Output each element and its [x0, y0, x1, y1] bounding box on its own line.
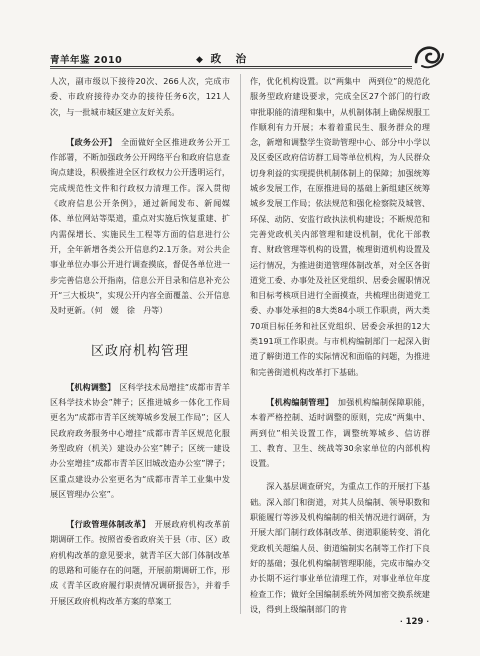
- paragraph: 人次，副市级以下接待20次、266人次，完成市委、市政府接待办交办的接待任务6次，121人次，与一批城市城区建立友好关系。: [50, 76, 230, 117]
- section-name: 政 治: [210, 53, 249, 65]
- swirl-logo-icon: [412, 40, 446, 70]
- diamond-icon: ·: [400, 618, 403, 626]
- section-heading: 区政府机构管理: [90, 344, 189, 360]
- page-number: · 129 ·: [400, 617, 430, 627]
- diamond-icon: ◆: [196, 55, 205, 65]
- entry-text: 开展政府机构改革前期调研工作。按照省委省政府关于县（市、区）政府机构改革的意见要求，就青羊区大部门体制改革的思路和可能存在的问题，开展前期调研工作，形成《青羊区政府履行职责情况调研报告》，并着手开展区政府机构改革方案的草案工: [50, 519, 230, 606]
- diamond-icon: ·: [426, 618, 430, 626]
- header-rule: [50, 66, 412, 67]
- paragraph: 深入基层调查研究，为重点工作的开展打下基础。深入部门和街道，对其人员编制、领导职数和职能履行等涉及机构编制的相关情况进行调研，为开展大部门制行政体制改革、街道职能转变、消化党政机关超编人员、街道编制实名制等工作打下良好的基础；强化机构编制管理职能，完成市编办交办长期不运行事业单位清理工作，对事业单位年度检查工作；做好全国编制系统外网加密交换系统建设，得到上级编制部门的肯: [250, 481, 430, 614]
- header-rule-thin: [50, 68, 412, 69]
- entry-tag: 【行政管理体制改革】: [66, 519, 147, 530]
- entry-text: 加强机构编制保障职能，本着严格控制、适时调整的原则，完成“两集中、两到位”相关设置工作，调整统筹城乡、信访群工、教育、卫生、统战等30余家单位的内部机构设置。: [250, 396, 430, 469]
- entry-tag: 【政务公开】: [66, 136, 113, 147]
- paragraph: [250, 395, 430, 471]
- column-divider: [240, 74, 241, 614]
- author-credit: （何 媛 徐 丹等）: [90, 305, 168, 316]
- entry-text: 全面做好全区推进政务公开工作部署，不断加强政务公开网络平台和政府信息查询点建设，积极推进全区行政权力公开透明运行，完成规范性文件和行政权力清理工作。深入贯彻《政府信息公开条例》，通过新闻发布、新闻媒体、单位网站等渠道，重点对实施后恢复重建、扩内需保增长、实施民生工程等方面的信息进行公开，全年新增各类公开信息约2.1万条。对公共企事业单位办事公开进行调查摸底，督促各单位进一步完善信息公开指南，信息公开目录和信息补充公开“三大板块”，实现公开内容全面覆盖、公开信息及时更新。: [50, 136, 230, 316]
- right-column: [250, 74, 430, 617]
- header-section: [196, 51, 248, 66]
- left-column: [50, 74, 230, 609]
- entry-tag: 【机构编制管理】: [266, 396, 330, 407]
- paragraph: [50, 517, 230, 609]
- paragraph: [50, 135, 230, 319]
- paragraph: 作，优化机构设置。以“两集中 两到位”的规范化服务型政府建设要求，完成全区27个部门的行政审批职能的清理和集中，从机制体制上确保规服工作顺利有力开展；本着着重民生、服务群众的理念，新增和调整学生资助管理中心、部分中小学以及区委区政府信访群工局等单位机构，为人民群众切身利益的实现提供机制体制上的保障；加强统筹城乡发展工作，在原推进局的基础上新组建区统筹城乡发展工作局；依法规范和强化检察院及城管、环保、动防、安监行政执法机构建设；不断规范和完善党政机关内部管理和建设机制，优化干部教育、财政管理等机构的设置，梳理街道机构设置及运行情况，为推进街道管理体制改革，对全区各街道党工委、办事处及社区党组织、居委会履职情况和目标考核项目进行全面摸查，共梳理出街道党工委、办事处承担的8大类84小项工作职责，两大类70项目标任务和社区党组织、居委会承担的12大类191项工作职责。与市机构编制部门一起深入街道了解街道工作的实际情况和面临的问题，为推进和完善街道机构改革打下基础。: [250, 76, 430, 377]
- yearbook-title: 青羊年鉴 2010: [50, 55, 123, 66]
- entry-text: 区科学技术局增挂“成都市青羊区科学技术协会”牌子；区推进城乡一体化工作局更名为“成都市青羊区统筹城乡发展工作局”；区人民政府政务服务中心增挂“成都市青羊区规范化服务型政府（机关）建设办公室”牌子；区统一建设办公室增挂“成都市青羊区旧城改造办公室”牌子；区重点建设办公室更名为“成都市青羊工业集中发展区管理办公室”。: [50, 381, 230, 499]
- entry-tag: 【机构调整】: [66, 381, 112, 392]
- paragraph: [50, 380, 230, 502]
